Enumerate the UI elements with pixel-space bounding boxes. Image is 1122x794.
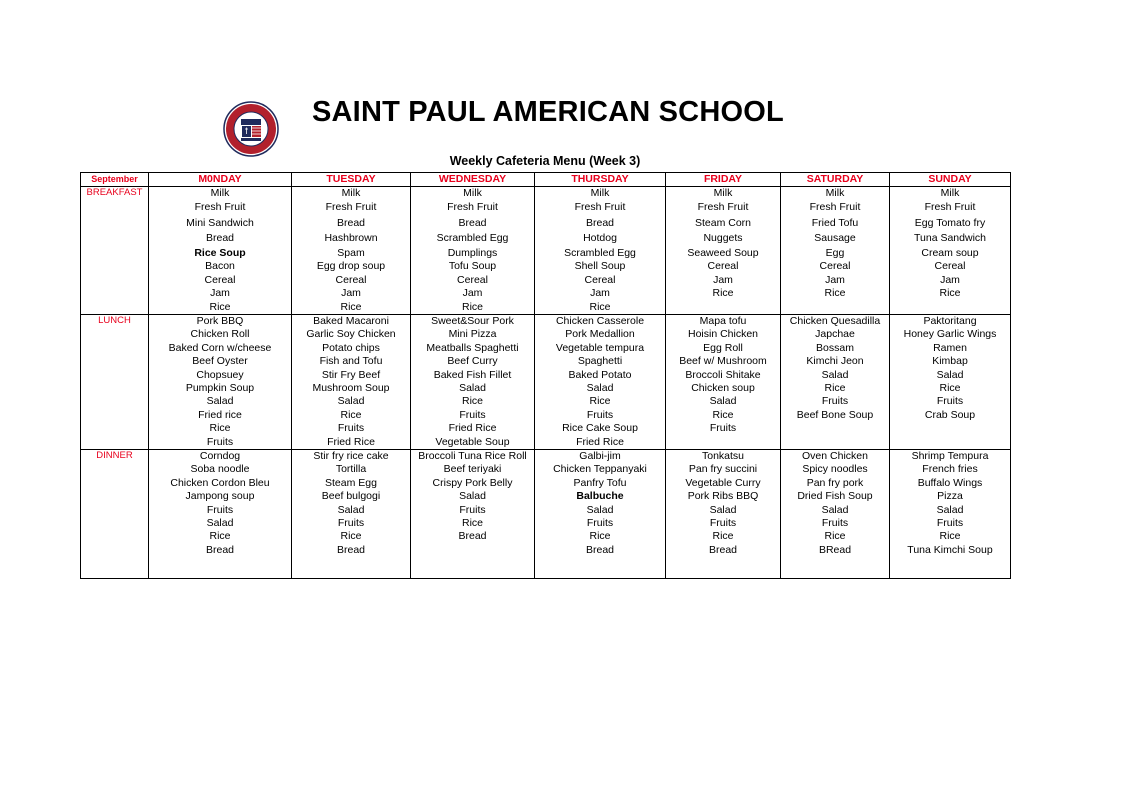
meal-label-lunch: LUNCH (81, 314, 149, 449)
menu-item: Fresh Fruit (447, 201, 498, 214)
dinner-monday (149, 450, 292, 579)
menu-item: Rice (712, 408, 734, 421)
menu-item: Jampong soup (185, 490, 255, 503)
menu-item: Egg Tomato fry (914, 216, 986, 229)
menu-item: Fruits (459, 503, 486, 516)
menu-item: Egg drop soup (316, 260, 386, 273)
menu-item: Fried Tofu (811, 216, 859, 229)
menu-item: Shell Soup (574, 260, 626, 273)
menu-item: Salad (586, 381, 614, 394)
menu-item: Crispy Pork Belly (432, 476, 513, 489)
menu-item: Buffalo Wings (917, 476, 983, 489)
lunch-monday (149, 314, 292, 449)
menu-item: Fruits (709, 422, 737, 435)
menu-item: Chicken Cordon Bleu (170, 476, 270, 489)
menu-item: Jam (713, 273, 733, 286)
menu-item: Fresh Fruit (697, 201, 749, 214)
menu-item: Fried rice (198, 408, 242, 421)
menu-item: Fruits (586, 408, 614, 421)
menu-item: Rice (824, 381, 846, 394)
menu-item: Rice (461, 517, 483, 530)
breakfast-tuesday (292, 187, 411, 315)
menu-item: Rice (939, 381, 961, 394)
menu-item: Rice Soup (194, 246, 246, 259)
menu-item: Beef Oyster (192, 355, 248, 368)
menu-item: Cereal (457, 273, 488, 286)
dinner-saturday (781, 450, 890, 579)
meal-label-dinner: DINNER (81, 450, 149, 579)
school-seal-logo (223, 101, 279, 157)
menu-item: Fruits (821, 395, 849, 408)
menu-item: Dried Fish Soup (797, 490, 873, 503)
menu-item: Rice (340, 530, 362, 543)
menu-item: Vegetable Curry (685, 476, 761, 489)
menu-item: Milk (825, 187, 845, 199)
menu-item: Bread (336, 543, 366, 556)
menu-item: Cream soup (921, 246, 979, 259)
menu-item: Sausage (814, 232, 856, 245)
menu-item: Fruits (206, 503, 234, 516)
menu-item: Salad (821, 503, 849, 516)
dinner-friday (666, 450, 781, 579)
menu-item: Jam (210, 287, 230, 300)
breakfast-monday (149, 187, 292, 315)
menu-item: Rice (939, 287, 961, 300)
menu-item: Salad (936, 503, 964, 516)
menu-item: Cereal (204, 273, 236, 286)
menu-item: Salad (459, 381, 486, 394)
lunch-tuesday (292, 314, 411, 449)
dinner-sunday (890, 450, 1011, 579)
menu-item: Fresh Fruit (574, 201, 626, 214)
menu-item: Fresh Fruit (194, 201, 246, 214)
menu-item: Bread (458, 530, 487, 543)
menu-item: Rice Cake Soup (562, 422, 638, 435)
menu-item: Fried Rice (327, 435, 375, 448)
menu-item: Beef Bone Soup (796, 408, 874, 421)
menu-item: Fruits (337, 517, 365, 530)
menu-item: Mini Pizza (448, 328, 497, 341)
menu-item: French fries (922, 463, 978, 476)
menu-item: Rice (209, 300, 231, 313)
day-header-friday: FRIDAY (666, 173, 781, 187)
menu-item: Rice (340, 300, 362, 313)
menu-item: Stir Fry Beef (321, 368, 381, 381)
menu-item: Fried Rice (448, 422, 497, 435)
menu-item: Baked Fish Fillet (433, 368, 512, 381)
menu-item: Bread (458, 216, 487, 229)
menu-item: Spicy noodles (802, 463, 868, 476)
menu-item: BRead (818, 543, 852, 556)
menu-item: Cereal (584, 273, 616, 286)
menu-item: Hoisin Chicken (687, 328, 759, 341)
weekly-menu-table (80, 172, 1011, 579)
menu-item: Japchae (815, 328, 855, 341)
menu-item: Fried Rice (576, 435, 624, 448)
day-header-sunday: SUNDAY (890, 173, 1011, 187)
menu-item: Rice (461, 300, 483, 313)
breakfast-row (81, 187, 1011, 315)
menu-item: Kimbap (932, 355, 968, 368)
breakfast-sunday (890, 187, 1011, 315)
menu-item: Kimchi Jeon (806, 355, 864, 368)
menu-item: Salad (586, 503, 614, 516)
menu-item: Milk (210, 187, 230, 199)
menu-item: Rice (461, 395, 483, 408)
menu-item: Fruits (586, 517, 614, 530)
menu-item: Baked Macaroni (313, 314, 389, 327)
lunch-thursday (535, 314, 666, 449)
menu-item: Cereal (934, 260, 966, 273)
menu-item: Cereal (819, 260, 851, 273)
menu-item: Fresh Fruit (325, 201, 377, 214)
month-header: September (81, 173, 149, 187)
menu-item: Fruits (936, 395, 964, 408)
menu-item: Rice (209, 422, 231, 435)
menu-item: Tonkatsu (701, 450, 745, 462)
menu-item: Bread (336, 216, 366, 229)
menu-item: Rice (712, 287, 734, 300)
menu-item: Mushroom Soup (312, 381, 390, 394)
menu-item: Pork Medallion (565, 328, 635, 341)
menu-item: Rice (589, 395, 611, 408)
menu-item: Chicken Roll (190, 328, 250, 341)
menu-item: Vegetable Soup (435, 435, 510, 448)
menu-item: Fruits (459, 408, 486, 421)
menu-item: Egg (825, 246, 845, 259)
menu-item: Fresh Fruit (924, 201, 976, 214)
menu-item: Rice (589, 530, 611, 543)
menu-item: Salad (337, 395, 365, 408)
menu-item: Milk (590, 187, 610, 199)
lunch-friday (666, 314, 781, 449)
menu-item: Crab Soup (924, 408, 976, 421)
menu-item: Hotdog (583, 232, 617, 245)
menu-item: Cereal (707, 260, 739, 273)
menu-item: Chopsuey (196, 368, 244, 381)
menu-item: Beef teriyaki (443, 463, 502, 476)
menu-item: Tofu Soup (448, 260, 497, 273)
menu-item: Spaghetti (577, 355, 623, 368)
menu-item: Bossam (816, 341, 854, 354)
breakfast-saturday (781, 187, 890, 315)
menu-item: Pan fry succini (688, 463, 758, 476)
menu-item: Salad (337, 503, 365, 516)
menu-item: Fresh Fruit (809, 201, 861, 214)
menu-item: Honey Garlic Wings (903, 328, 997, 341)
menu-item: Salad (206, 517, 234, 530)
menu-item: Pumpkin Soup (185, 381, 255, 394)
menu-item: Scrambled Egg (564, 246, 636, 259)
dinner-thursday (535, 450, 666, 579)
menu-item: Galbi-jim (579, 450, 621, 462)
day-header-tuesday: TUESDAY (292, 173, 411, 187)
menu-item: Pizza (937, 490, 963, 503)
menu-item: Fish and Tofu (319, 355, 383, 368)
menu-item: Rice (209, 530, 231, 543)
menu-item: Baked Potato (568, 368, 632, 381)
menu-item: Tortilla (335, 463, 367, 476)
menu-item: Chicken soup (691, 381, 755, 394)
menu-item: Rice (712, 530, 734, 543)
menu-item: Bread (205, 543, 235, 556)
menu-item: Fruits (936, 517, 964, 530)
menu-item: Corndog (199, 450, 241, 462)
school-title: SAINT PAUL AMERICAN SCHOOL (312, 96, 784, 128)
dinner-wednesday (411, 450, 535, 579)
menu-item: Salad (709, 395, 737, 408)
menu-item: Rice (340, 408, 362, 421)
day-header-monday: M0NDAY (149, 173, 292, 187)
menu-item: Ramen (933, 341, 967, 354)
menu-item: Sweet&Sour Pork (431, 314, 514, 327)
menu-item: Jam (341, 287, 361, 300)
menu-item: Tuna Kimchi Soup (907, 543, 993, 556)
menu-item: Soba noodle (190, 463, 250, 476)
menu-item: Bread (708, 543, 738, 556)
menu-item: Spam (337, 246, 365, 259)
menu-item: Dumplings (447, 246, 498, 259)
day-header-row (81, 173, 1011, 187)
menu-item: Garlic Soy Chicken (306, 328, 396, 341)
menu-item: Salad (459, 490, 486, 503)
menu-item: Rice (824, 530, 846, 543)
breakfast-thursday (535, 187, 666, 315)
menu-item: Stir fry rice cake (313, 450, 389, 462)
menu-item: Panfry Tofu (573, 476, 627, 489)
menu-item: Rice (589, 300, 611, 313)
menu-item: Chicken Quesadilla (789, 314, 881, 327)
day-header-wednesday: WEDNESDAY (411, 173, 535, 187)
menu-item: Salad (709, 503, 737, 516)
menu-item: Bread (585, 543, 615, 556)
lunch-sunday (890, 314, 1011, 449)
menu-item: Seaweed Soup (687, 246, 759, 259)
menu-item: Beef Curry (447, 355, 498, 368)
menu-item: Rice (939, 530, 961, 543)
menu-item: Fruits (821, 517, 849, 530)
menu-item: Bacon (205, 260, 235, 273)
dinner-row (81, 450, 1011, 579)
menu-item: Milk (713, 187, 733, 199)
menu-item: Fruits (709, 517, 737, 530)
menu-item: Chicken Casserole (555, 314, 645, 327)
menu-item: Tuna Sandwich (914, 232, 986, 245)
menu-item: Rice (824, 287, 846, 300)
menu-item: Broccoli Shitake (685, 368, 761, 381)
menu-item: Bread (205, 232, 235, 245)
lunch-saturday (781, 314, 890, 449)
menu-item: Meatballs Spaghetti (426, 341, 519, 354)
menu-item: Mapa tofu (699, 314, 747, 327)
day-header-saturday: SATURDAY (781, 173, 890, 187)
menu-item: Paktoritang (923, 314, 977, 327)
menu-item: Vegetable tempura (555, 341, 645, 354)
menu-item: Cereal (335, 273, 367, 286)
menu-item: Balbuche (576, 490, 624, 503)
breakfast-friday (666, 187, 781, 315)
menu-item: Chicken Teppanyaki (553, 463, 647, 476)
menu-item: Salad (936, 368, 964, 381)
menu-item: Pan fry pork (806, 476, 864, 489)
menu-item: Beef w/ Mushroom (679, 355, 767, 368)
menu-item: Oven Chicken (802, 450, 868, 462)
menu-item: Broccoli Tuna Rice Roll (418, 450, 527, 462)
menu-item: Milk (341, 187, 361, 199)
menu-item: Pork Ribs BBQ (687, 490, 759, 503)
menu-item: Jam (825, 273, 845, 286)
menu-item: Fruits (337, 422, 365, 435)
menu-item: Mini Sandwich (186, 216, 254, 229)
menu-item: Fruits (206, 435, 234, 448)
meal-label-breakfast: BREAKFAST (81, 187, 149, 315)
menu-item: Salad (206, 395, 234, 408)
dinner-tuesday (292, 450, 411, 579)
menu-item: Beef bulgogi (321, 490, 381, 503)
menu-item: Pork BBQ (196, 314, 244, 327)
menu-item: Salad (821, 368, 849, 381)
menu-item: Scrambled Egg (436, 232, 509, 245)
menu-item: Hashbrown (324, 232, 378, 245)
menu-item: Milk (463, 187, 482, 199)
breakfast-wednesday (411, 187, 535, 315)
menu-item: Nuggets (703, 232, 743, 245)
menu-item: Milk (940, 187, 960, 199)
lunch-wednesday (411, 314, 535, 449)
menu-item: Jam (590, 287, 610, 300)
menu-subtitle: Weekly Cafeteria Menu (Week 3) (449, 154, 641, 168)
lunch-row (81, 314, 1011, 449)
menu-item: Potato chips (322, 341, 380, 354)
menu-item: Shrimp Tempura (911, 450, 989, 462)
menu-item: Egg Roll (703, 341, 743, 354)
menu-item: Jam (940, 273, 960, 286)
menu-item: Steam Egg (325, 476, 377, 489)
menu-item: Bread (585, 216, 615, 229)
day-header-thursday: THURSDAY (535, 173, 666, 187)
menu-item: Steam Corn (694, 216, 752, 229)
menu-item: Baked Corn w/cheese (168, 341, 272, 354)
menu-item: Jam (462, 287, 483, 300)
